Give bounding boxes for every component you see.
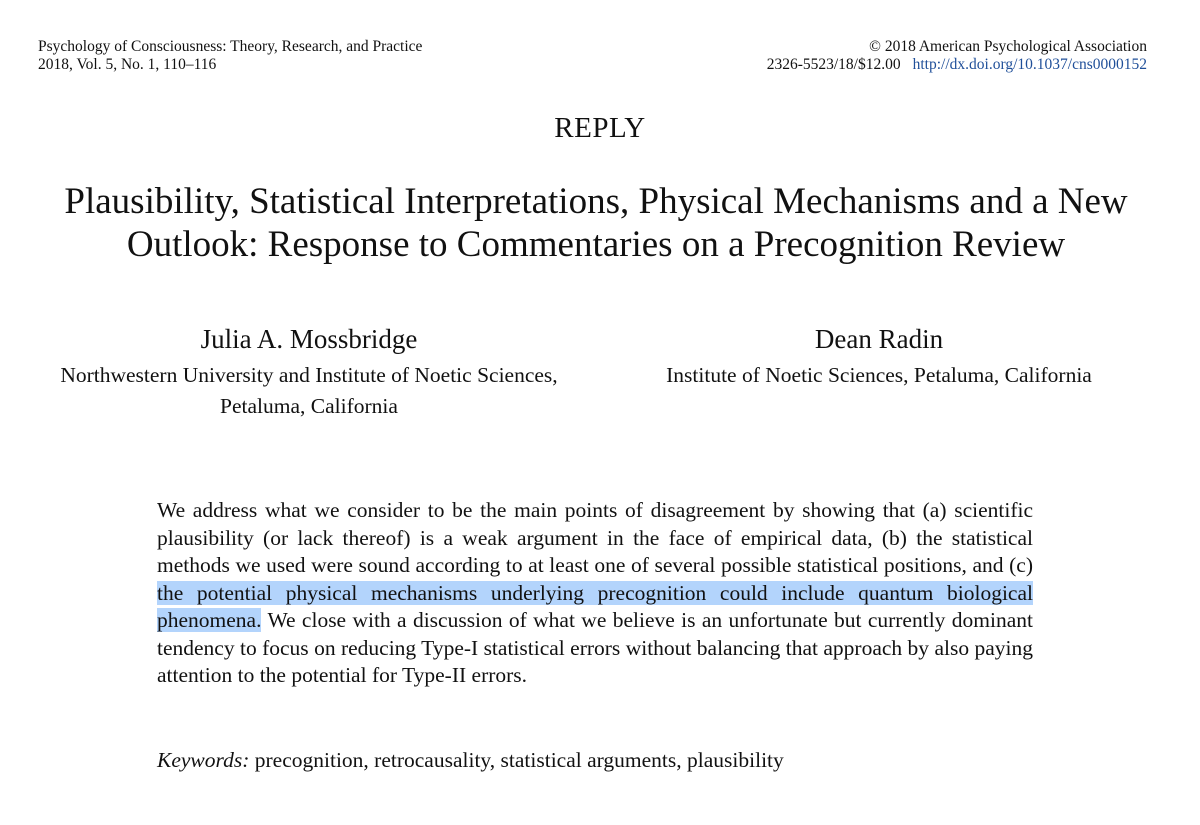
journal-citation: 2018, Vol. 5, No. 1, 110–116 xyxy=(38,56,217,73)
abstract-text: We address what we consider to be the main points of disagreement by showing that (a) scientific plausibility (or lack thereof) is a weak argument in the face of empirical data, (b) the statistical methods we used were sound according to at least one of several possible statistical positions, and (c) xyxy=(157,498,1033,577)
copyright-notice: © 2018 American Psychological Association xyxy=(869,38,1147,55)
author-block-1 xyxy=(40,322,578,422)
author-name: Dean Radin xyxy=(814,324,944,354)
journal-header xyxy=(38,38,422,74)
keywords xyxy=(157,746,1033,774)
abstract-highlighted-text[interactable]: the potential physical mechanisms underlying precognition could include quantum biological phenomena. xyxy=(157,580,1033,632)
author-affiliation: Institute of Noetic Sciences, Petaluma, California xyxy=(666,363,1092,387)
abstract-text-continued: We close with a discussion of what we believe is an unfortunate but currently dominant tendency to focus on reducing Type-I statistical errors without balancing that approach by also paying attention to the potential for Type-II errors. xyxy=(157,608,1033,687)
author-name: Julia A. Mossbridge xyxy=(200,324,418,354)
price-code: 2326-5523/18/$12.00 xyxy=(766,56,901,73)
article-title: Plausibility, Statistical Interpretations, Physical Mechanisms and a New Outlook: Response to Commentaries on a Precognition Review xyxy=(64,181,1128,265)
doi-link[interactable]: http://dx.doi.org/10.1037/cns0000152 xyxy=(912,56,1147,73)
publisher-header xyxy=(767,38,1147,74)
author-affiliation: Northwestern University and Institute of Noetic Sciences, Petaluma, California xyxy=(60,363,558,418)
issn-doi-line xyxy=(767,56,1147,74)
journal-name: Psychology of Consciousness: Theory, Research, and Practice xyxy=(38,38,423,55)
keywords-list: precognition, retrocausality, statistical arguments, plausibility xyxy=(249,748,784,772)
author-block-2 xyxy=(610,322,1148,391)
abstract xyxy=(157,497,1033,690)
section-label: REPLY xyxy=(554,112,646,144)
keywords-label: Keywords: xyxy=(157,748,250,772)
